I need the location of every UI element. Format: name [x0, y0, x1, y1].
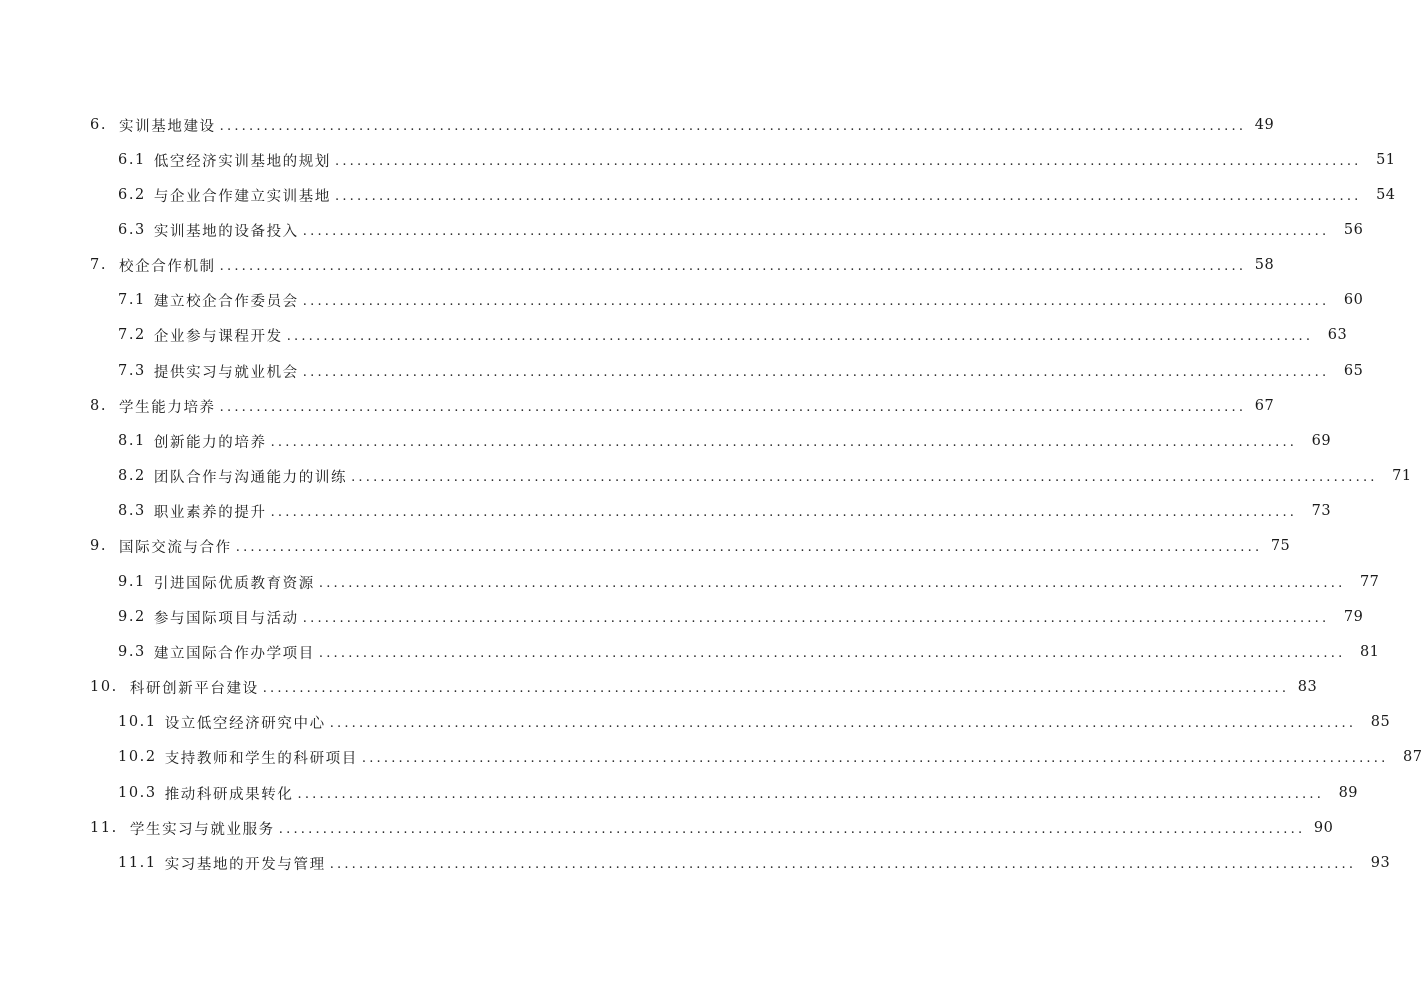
- toc-entry-page: 90: [1313, 820, 1334, 836]
- toc-entry[interactable]: [118, 429, 1332, 453]
- toc-entry-title: 提供实习与就业机会: [153, 364, 299, 381]
- toc-entry-number: 8.2: [118, 468, 146, 484]
- toc-entry-page: 77: [1359, 574, 1380, 590]
- toc-entry-page: 71: [1392, 468, 1412, 484]
- toc-entry[interactable]: [90, 816, 1334, 840]
- toc-entry-page: 73: [1311, 503, 1332, 519]
- toc-entry-number: 10.1: [118, 714, 157, 730]
- toc-entry-title: 团队合作与沟通能力的训练: [153, 469, 348, 486]
- toc-dot-leader: ............................................................................................................................................: [270, 434, 1298, 450]
- toc-entry-title: 实训基地建设: [119, 118, 216, 135]
- toc-entry[interactable]: [118, 359, 1364, 383]
- toc-entry-number: 10.3: [118, 785, 157, 801]
- toc-entry-number: 11.1: [118, 855, 157, 871]
- toc-entry-page: 93: [1370, 855, 1391, 871]
- toc-entry-page: 58: [1254, 257, 1275, 273]
- toc-dot-leader: ............................................................................................................................................: [334, 153, 1362, 169]
- toc-entry-number: 9.1: [118, 574, 146, 590]
- toc-entry[interactable]: [118, 148, 1396, 172]
- toc-entry-number: 9.2: [118, 609, 146, 625]
- toc-entry-number: 8.1: [118, 433, 146, 449]
- toc-entry-number: 8.3: [118, 503, 146, 519]
- toc-entry[interactable]: [90, 534, 1291, 558]
- toc-entry-title: 学生实习与就业服务: [129, 821, 275, 838]
- toc-entry[interactable]: [118, 640, 1380, 664]
- toc-entry-title: 引进国际优质教育资源: [153, 575, 315, 592]
- toc-dot-leader: ............................................................................................................................................: [334, 188, 1362, 204]
- toc-entry-number: 6.: [90, 117, 108, 133]
- toc-entry-page: 51: [1376, 152, 1396, 168]
- toc-entry-title: 企业参与课程开发: [153, 328, 283, 345]
- toc-entry-number: 6.1: [118, 152, 146, 168]
- toc-entry[interactable]: [118, 851, 1391, 875]
- toc-entry-page: 85: [1370, 714, 1391, 730]
- toc-entry[interactable]: [118, 570, 1380, 594]
- toc-entry[interactable]: [118, 499, 1332, 523]
- toc-entry-title: 建立校企合作委员会: [153, 293, 299, 310]
- toc-dot-leader: ............................................................................................................................................: [286, 328, 1314, 344]
- toc-entry-title: 科研创新平台建设: [129, 680, 259, 697]
- toc-entry-page: 63: [1327, 327, 1348, 343]
- toc-dot-leader: ............................................................................................................................................: [219, 258, 1247, 274]
- toc-entry-title: 参与国际项目与活动: [153, 610, 299, 627]
- toc-entry-title: 设立低空经济研究中心: [164, 715, 326, 732]
- toc-entry-page: 67: [1254, 398, 1275, 414]
- toc-entry-number: 7.2: [118, 327, 146, 343]
- toc-entry[interactable]: [118, 288, 1364, 312]
- toc-entry[interactable]: [118, 323, 1348, 347]
- toc-dot-leader: ............................................................................................................................................: [329, 856, 1357, 872]
- toc-dot-leader: ............................................................................................................................................: [351, 469, 1378, 485]
- toc-dot-leader: ............................................................................................................................................: [318, 645, 1346, 661]
- toc-entry[interactable]: [118, 183, 1396, 207]
- toc-entry-number: 10.2: [118, 749, 157, 765]
- toc-entry-number: 9.3: [118, 644, 146, 660]
- toc-entry-page: 49: [1254, 117, 1275, 133]
- toc-dot-leader: ............................................................................................................................................: [270, 504, 1298, 520]
- toc-dot-leader: ............................................................................................................................................: [262, 680, 1290, 696]
- toc-entry-page: 79: [1343, 609, 1364, 625]
- toc-dot-leader: ............................................................................................................................................: [302, 223, 1330, 239]
- toc-entry[interactable]: [90, 394, 1275, 418]
- toc-entry[interactable]: [118, 710, 1391, 734]
- toc-entry-page: 89: [1338, 785, 1359, 801]
- toc-dot-leader: ............................................................................................................................................: [297, 786, 1325, 802]
- toc-dot-leader: ............................................................................................................................................: [302, 610, 1330, 626]
- toc-dot-leader: ............................................................................................................................................: [329, 715, 1357, 731]
- toc-entry-page: 60: [1343, 292, 1364, 308]
- toc-entry-page: 56: [1343, 222, 1364, 238]
- toc-entry-number: 11.: [90, 820, 118, 836]
- toc-entry-page: 83: [1297, 679, 1318, 695]
- toc-entry-title: 与企业合作建立实训基地: [153, 188, 331, 205]
- toc-entry-page: 65: [1343, 363, 1364, 379]
- toc-entry[interactable]: [118, 745, 1422, 769]
- toc-dot-leader: ............................................................................................................................................: [219, 118, 1247, 134]
- toc-entry-title: 推动科研成果转化: [164, 786, 294, 803]
- toc-entry-page: 69: [1311, 433, 1332, 449]
- toc-entry[interactable]: [118, 605, 1364, 629]
- toc-dot-leader: ............................................................................................................................................: [318, 575, 1346, 591]
- toc-entry-number: 7.: [90, 257, 108, 273]
- toc-entry[interactable]: [90, 113, 1275, 137]
- toc-entry-title: 实训基地的设备投入: [153, 223, 299, 240]
- toc-entry-number: 6.3: [118, 222, 146, 238]
- toc-entry-number: 7.1: [118, 292, 146, 308]
- toc-entry-page: 81: [1359, 644, 1380, 660]
- toc-entry-title: 学生能力培养: [119, 399, 216, 416]
- toc-entry-title: 建立国际合作办学项目: [153, 645, 315, 662]
- toc-dot-leader: ............................................................................................................................................: [278, 821, 1306, 837]
- toc-entry-title: 实习基地的开发与管理: [164, 856, 326, 873]
- toc-entry[interactable]: [118, 781, 1359, 805]
- toc-dot-leader: ............................................................................................................................................: [302, 364, 1330, 380]
- toc-entry-page: 87: [1402, 749, 1422, 765]
- toc-dot-leader: ............................................................................................................................................: [361, 750, 1389, 766]
- toc-entry-number: 7.3: [118, 363, 146, 379]
- toc-entry-title: 低空经济实训基地的规划: [153, 153, 331, 170]
- toc-entry-number: 9.: [90, 538, 108, 554]
- toc-dot-leader: ............................................................................................................................................: [235, 539, 1263, 555]
- toc-entry-number: 6.2: [118, 187, 146, 203]
- toc-entry-page: 54: [1376, 187, 1396, 203]
- toc-entry-number: 10.: [90, 679, 118, 695]
- toc-dot-leader: ............................................................................................................................................: [219, 399, 1247, 415]
- toc-entry-title: 支持教师和学生的科研项目: [164, 750, 358, 767]
- toc-entry-title: 校企合作机制: [119, 258, 216, 275]
- toc-entry[interactable]: [118, 464, 1412, 488]
- toc-entry[interactable]: [118, 218, 1364, 242]
- toc-entry-title: 国际交流与合作: [119, 539, 232, 556]
- toc-entry-number: 8.: [90, 398, 108, 414]
- toc-entry[interactable]: [90, 675, 1318, 699]
- toc-entry[interactable]: [90, 253, 1275, 277]
- toc-entry-page: 75: [1270, 538, 1291, 554]
- toc-entry-title: 职业素养的提升: [153, 504, 267, 521]
- toc-entry-title: 创新能力的培养: [153, 434, 267, 451]
- toc-dot-leader: ............................................................................................................................................: [302, 293, 1330, 309]
